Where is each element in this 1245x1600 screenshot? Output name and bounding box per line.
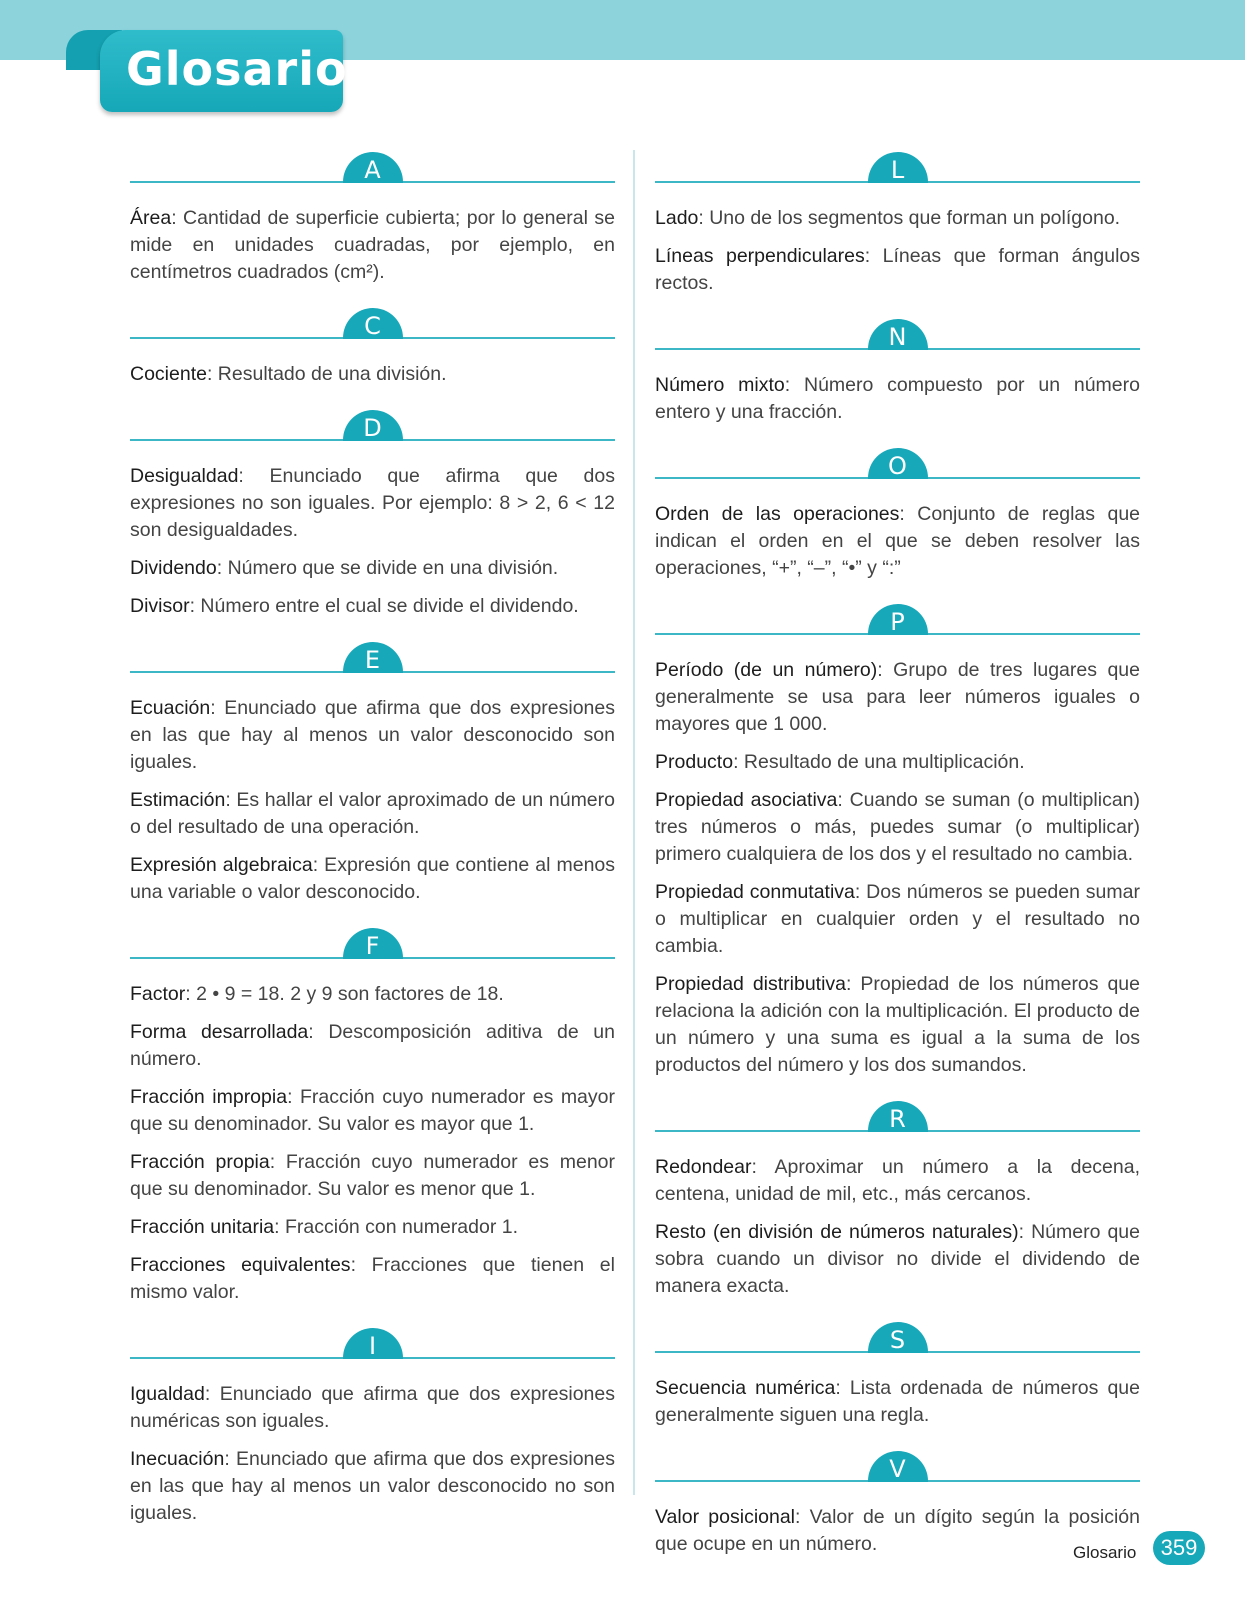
letter-badge: P — [868, 604, 928, 635]
glossary-definition: : Resultado de una división. — [206, 363, 447, 385]
glossary-term: Secuencia numérica — [655, 1377, 836, 1399]
glossary-section — [655, 317, 1140, 426]
letter-badge: N — [868, 319, 928, 350]
glossary-term: Dividendo — [130, 557, 217, 579]
glossary-section — [130, 926, 615, 1306]
letter-badge: S — [868, 1322, 928, 1353]
letter-header — [655, 1320, 1140, 1353]
glossary-definition: : Grupo de tres lugares que generalmente se usa para leer números iguales o mayores que 1 000. — [655, 659, 1140, 735]
glossary-definition: : Resultado de una multiplicación. — [733, 751, 1025, 773]
glossary-definition: : Número que se divide en una división. — [216, 557, 559, 579]
glossary-left-column — [130, 150, 615, 1547]
glossary-term: Período (de un número) — [655, 659, 878, 681]
glossary-entry — [655, 1504, 1140, 1558]
glossary-section — [130, 306, 615, 388]
glossary-term: Fracción unitaria — [130, 1216, 275, 1238]
glossary-entry — [130, 1149, 615, 1203]
letter-header — [655, 1449, 1140, 1482]
glossary-entry — [130, 463, 615, 544]
glossary-entry — [655, 243, 1140, 297]
glossary-term: Factor — [130, 983, 186, 1005]
glossary-section — [130, 150, 615, 286]
glossary-entry — [130, 1252, 615, 1306]
letter-badge: F — [343, 928, 403, 959]
glossary-definition: : Aproximar un número a la decena, centena, unidad de mil, etc., más cercanos. — [655, 1156, 1140, 1205]
glossary-entry — [130, 1084, 615, 1138]
glossary-definition: : Cuando se suman (o multiplican) tres números o más, puedes sumar (o multiplicar) primero cualquiera de los dos y el resultado no cambia. — [655, 789, 1140, 865]
letter-badge: V — [868, 1451, 928, 1482]
glossary-definition: : Fracción cuyo numerador es mayor que su denominador. Su valor es mayor que 1. — [130, 1086, 615, 1135]
glossary-definition: : Número entre el cual se divide el dividendo. — [189, 595, 579, 617]
glossary-entry — [130, 695, 615, 776]
glossary-entry — [655, 879, 1140, 960]
letter-badge: R — [868, 1101, 928, 1132]
glossary-entry — [655, 971, 1140, 1079]
glossary-term: Área — [130, 207, 172, 229]
glossary-definition: : Cantidad de superficie cubierta; por lo general se mide en unidades cuadradas, por ejemplo, en centímetros cuadrados (cm²). — [130, 207, 615, 283]
glossary-term: Divisor — [130, 595, 190, 617]
footer-label: Glosario — [1073, 1543, 1137, 1562]
glossary-definition: : Fracciones que tienen el mismo valor. — [130, 1254, 615, 1303]
glossary-term: Líneas perpendiculares — [655, 245, 865, 267]
letter-header — [130, 306, 615, 339]
glossary-term: Forma desarrollada — [130, 1021, 309, 1043]
glossary-entry — [130, 1446, 615, 1527]
glossary-term: Ecuación — [130, 697, 211, 719]
glossary-term: Desigualdad — [130, 465, 239, 487]
glossary-definition: : 2 • 9 = 18. 2 y 9 son factores de 18. — [185, 983, 504, 1005]
glossary-term: Lado — [655, 207, 699, 229]
letter-badge: A — [343, 152, 403, 183]
glossary-entry — [655, 787, 1140, 868]
glossary-entry — [130, 787, 615, 841]
letter-badge: C — [343, 308, 403, 339]
glossary-entry — [130, 361, 615, 388]
glossary-section — [655, 1449, 1140, 1558]
letter-badge: D — [343, 410, 403, 441]
glossary-term: Expresión algebraica — [130, 854, 313, 876]
glossary-definition: : Enunciado que afirma que dos expresiones no son iguales. Por ejemplo: 8 > 2, 6 < 12 son desigualdades. — [130, 465, 615, 541]
glossary-entry — [130, 852, 615, 906]
letter-header — [655, 1099, 1140, 1132]
glossary-definition: : Enunciado que afirma que dos expresiones en las que hay al menos un valor desconocido son iguales. — [130, 697, 615, 773]
glossary-entry — [130, 981, 615, 1008]
glossary-entry — [655, 1375, 1140, 1429]
page-title: Glosario — [126, 42, 348, 96]
glossary-term: Fracciones equivalentes — [130, 1254, 351, 1276]
glossary-section — [130, 640, 615, 906]
glossary-definition: : Dos números se pueden sumar o multiplicar en cualquier orden y el resultado no cambia. — [655, 881, 1140, 957]
glossary-definition: : Valor de un dígito según la posición que ocupe en un número. — [655, 1506, 1141, 1555]
glossary-entry — [655, 749, 1140, 776]
glossary-section — [655, 150, 1140, 297]
glossary-section — [130, 408, 615, 620]
glossary-definition: : Expresión que contiene al menos una variable o valor desconocido. — [130, 854, 616, 903]
glossary-term: Producto — [655, 751, 734, 773]
glossary-entry — [655, 1219, 1140, 1300]
glossary-section — [130, 1326, 615, 1527]
glossary-term: Inecuación — [130, 1448, 225, 1470]
glossary-entry — [655, 205, 1140, 232]
letter-header — [130, 640, 615, 673]
glossary-entry — [130, 1214, 615, 1241]
letter-header — [655, 602, 1140, 635]
glossary-entry — [130, 593, 615, 620]
glossary-term: Resto (en división de números naturales) — [655, 1221, 1019, 1243]
glossary-definition: : Es hallar el valor aproximado de un número o del resultado de una operación. — [130, 789, 615, 838]
glossary-entry — [655, 372, 1140, 426]
glossary-right-column — [655, 150, 1140, 1578]
letter-header — [130, 1326, 615, 1359]
glossary-term: Orden de las operaciones — [655, 503, 900, 525]
glossary-definition: : Fracción con numerador 1. — [274, 1216, 519, 1238]
glossary-term: Estimación — [130, 789, 226, 811]
glossary-definition: : Líneas que forman ángulos rectos. — [655, 245, 1140, 294]
glossary-definition: : Fracción cuyo numerador es menor que su denominador. Su valor es menor que 1. — [130, 1151, 615, 1200]
glossary-entry — [130, 555, 615, 582]
glossary-term: Cociente — [130, 363, 207, 385]
glossary-term: Propiedad distributiva — [655, 973, 847, 995]
glossary-term: Fracción propia — [130, 1151, 270, 1173]
glossary-term: Propiedad asociativa — [655, 789, 838, 811]
letter-badge: O — [868, 448, 928, 479]
glossary-definition: : Lista ordenada de números que generalmente siguen una regla. — [655, 1377, 1140, 1426]
glossary-term: Redondear — [655, 1156, 752, 1178]
letter-badge: L — [868, 152, 928, 183]
glossary-definition: : Uno de los segmentos que forman un polígono. — [698, 207, 1121, 229]
glossary-definition: : Propiedad de los números que relaciona la adición con la multiplicación. El producto de un número y una suma es igual a la suma de los productos del número y los dos sumandos. — [655, 973, 1140, 1076]
glossary-section — [655, 1320, 1140, 1429]
glossary-term: Número mixto — [655, 374, 785, 396]
glossary-definition: : Enunciado que afirma que dos expresiones en las que hay al menos un valor desconocido no son iguales. — [130, 1448, 615, 1524]
glossary-definition: : Conjunto de reglas que indican el orden en el que se deben resolver las operaciones, “+”, “–”, “•” y “:” — [655, 503, 1141, 579]
glossary-term: Fracción impropia — [130, 1086, 288, 1108]
letter-header — [130, 150, 615, 183]
glossary-definition: : Enunciado que afirma que dos expresiones numéricas son iguales. — [130, 1383, 615, 1432]
glossary-entry — [130, 205, 615, 286]
glossary-entry — [655, 657, 1140, 738]
glossary-entry — [655, 501, 1140, 582]
glossary-entry — [130, 1381, 615, 1435]
column-divider — [633, 150, 635, 1495]
glossary-definition: : Número compuesto por un número entero y una fracción. — [655, 374, 1140, 423]
letter-header — [655, 317, 1140, 350]
glossary-definition: : Descomposición aditiva de un número. — [130, 1021, 615, 1070]
glossary-entry — [130, 1019, 615, 1073]
letter-header — [655, 150, 1140, 183]
glossary-entry — [655, 1154, 1140, 1208]
glossary-term: Valor posicional — [655, 1506, 796, 1528]
glossary-section — [655, 602, 1140, 1079]
letter-header — [130, 926, 615, 959]
glossary-term: Propiedad conmutativa — [655, 881, 855, 903]
letter-badge: E — [343, 642, 403, 673]
letter-header — [655, 446, 1140, 479]
glossary-section — [655, 446, 1140, 582]
letter-header — [130, 408, 615, 441]
page-number: 359 — [1153, 1531, 1205, 1565]
glossary-term: Igualdad — [130, 1383, 205, 1405]
letter-badge: I — [343, 1328, 403, 1359]
glossary-definition: : Número que sobra cuando un divisor no divide el dividendo de manera exacta. — [655, 1221, 1140, 1297]
glossary-section — [655, 1099, 1140, 1300]
